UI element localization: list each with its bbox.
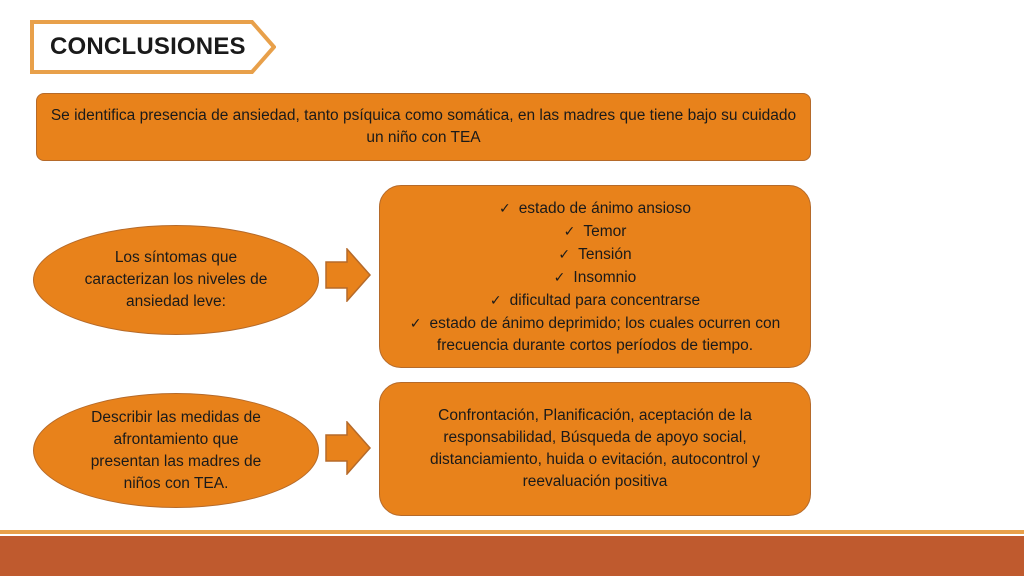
check-icon: ✓	[489, 291, 502, 308]
symptoms-box	[379, 185, 811, 368]
check-icon: ✓	[498, 199, 511, 216]
check-icon: ✓	[558, 245, 571, 262]
list-item: ✓ Insomnio	[553, 268, 637, 286]
title-tag	[30, 20, 276, 74]
check-icon: ✓	[553, 268, 566, 285]
coping-box	[379, 382, 811, 516]
summary-box	[36, 93, 811, 161]
right-arrow-icon	[325, 421, 371, 475]
check-icon: ✓	[409, 314, 422, 331]
coping-label: Describir las medidas de afrontamiento que presentan las madres de niños con TEA.	[90, 408, 262, 492]
right-arrow-icon	[325, 248, 371, 302]
coping-measures-text: Confrontación, Planificación, aceptación de la responsabilidad, Búsqueda de apoyo social, distanciamiento, huida o evitación, autocontrol y reevaluación positiva	[429, 407, 760, 490]
slide-title: CONCLUSIONES	[50, 33, 246, 60]
list-item: ✓ estado de ánimo deprimido; los cuales ocurren con frecuencia durante cortos períodos de tiempo.	[409, 314, 781, 354]
footer-bar	[0, 536, 1024, 576]
footer-divider	[0, 530, 1024, 534]
list-item: ✓ Tensión	[558, 245, 632, 263]
coping-label-ellipse	[33, 393, 319, 508]
symptoms-label-ellipse	[33, 225, 319, 335]
symptoms-list	[394, 197, 796, 357]
list-item: ✓ dificultad para concentrarse	[489, 291, 701, 309]
check-icon: ✓	[563, 222, 576, 239]
symptoms-label: Los síntomas que caracterizan los niveles de ansiedad leve:	[84, 249, 268, 310]
list-item: ✓ estado de ánimo ansioso	[498, 199, 692, 217]
list-item: ✓ Temor	[563, 222, 627, 240]
summary-text: Se identifica presencia de ansiedad, tanto psíquica como somática, en las madres que tiene bajo su cuidado un niño con TEA	[50, 107, 797, 146]
